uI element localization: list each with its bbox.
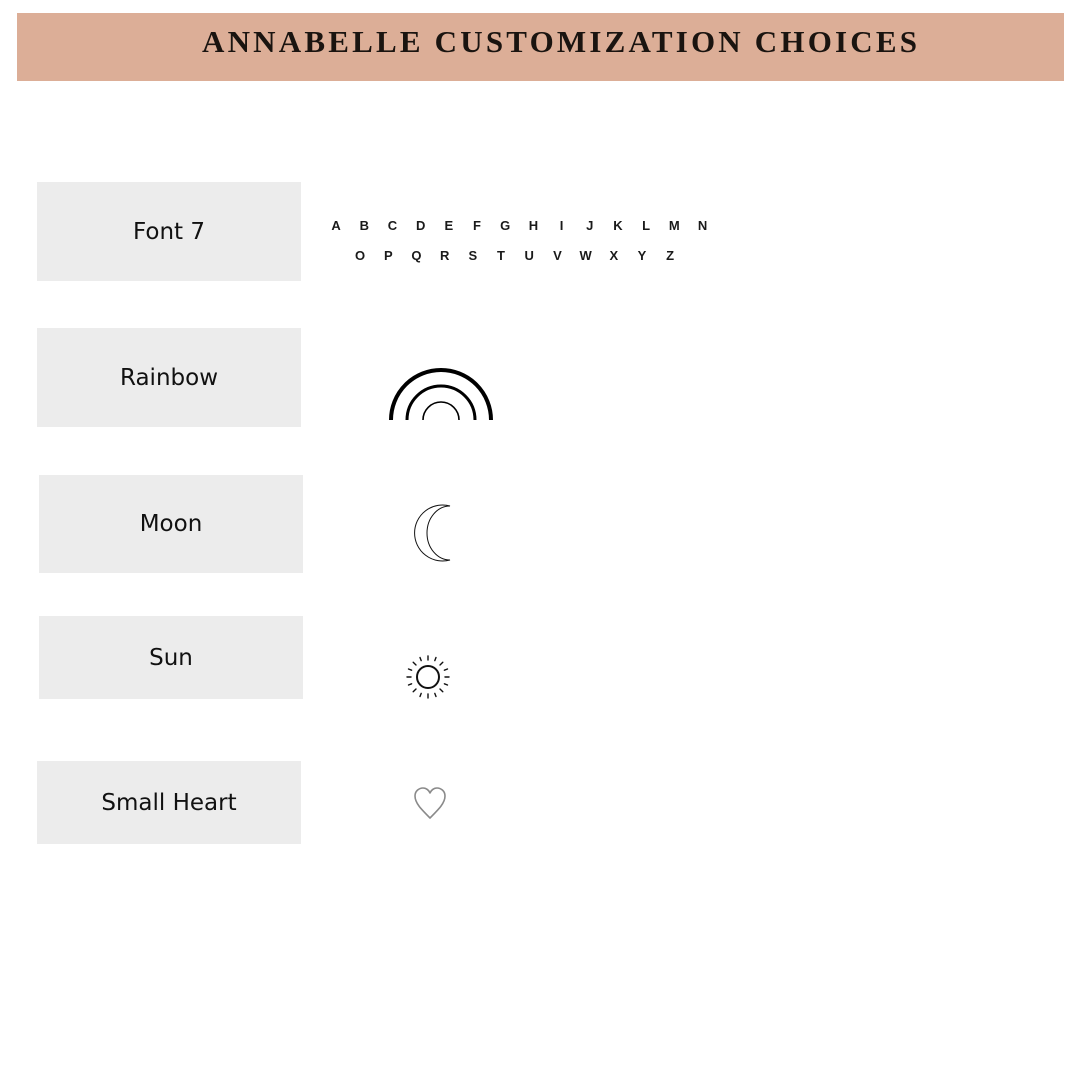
font-sample-letter: M (668, 218, 680, 233)
font-sample-letter: K (613, 218, 623, 233)
page-title: ANNABELLE CUSTOMIZATION CHOICES (202, 24, 921, 59)
font-sample-letter: Y (637, 248, 647, 263)
option-label: Small Heart (101, 789, 237, 816)
font-sample-letter: T (497, 248, 505, 263)
font-sample-letter: B (359, 218, 369, 233)
option-font-7[interactable] (37, 182, 301, 281)
font-sample-line-1 (322, 219, 717, 232)
option-moon[interactable] (39, 475, 303, 573)
font-sample-letter: P (383, 248, 393, 263)
crescent-moon-icon (404, 503, 456, 563)
font-sample-letter: J (586, 218, 594, 233)
font-sample-letter: H (528, 218, 539, 233)
font-sample-letter: E (444, 218, 454, 233)
font-sample-letter: L (642, 218, 651, 233)
option-label: Font 7 (132, 218, 206, 245)
font-sample-letter: Q (411, 248, 422, 263)
option-rainbow[interactable] (37, 328, 301, 427)
sun-icon (404, 653, 452, 701)
font-sample-letter: I (559, 218, 564, 233)
font-sample-letter: U (524, 248, 534, 263)
font-sample-letter: S (468, 248, 478, 263)
font-sample-letter: G (500, 218, 511, 233)
font-sample-letter: Z (666, 248, 675, 263)
font-sample-letter: X (609, 248, 619, 263)
font-sample-letter: O (355, 248, 366, 263)
heart-outline-icon (412, 785, 448, 821)
font-sample-letter: R (439, 248, 450, 263)
rainbow-icon (388, 368, 494, 422)
font-sample-letter: C (387, 218, 398, 233)
option-small-heart[interactable] (37, 761, 301, 844)
option-sun[interactable] (39, 616, 303, 699)
font-sample-line-2 (346, 249, 684, 262)
font-sample-letter: F (473, 218, 481, 233)
option-label: Moon (139, 511, 203, 537)
font-sample-letter: D (415, 218, 426, 233)
font-sample-letter: A (331, 218, 341, 233)
font-sample-letter: N (697, 218, 708, 233)
font-sample-letter: W (579, 248, 592, 263)
option-label: Sun (149, 644, 193, 671)
option-label: Rainbow (119, 364, 219, 391)
font-sample-letter: V (553, 248, 562, 263)
